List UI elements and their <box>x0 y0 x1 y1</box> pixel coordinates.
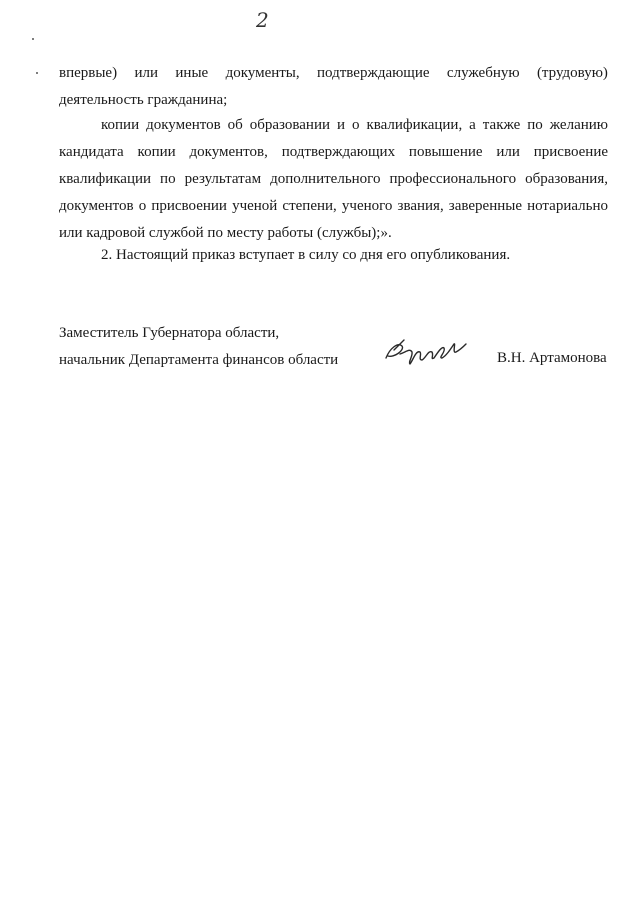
paragraph-education-documents <box>59 112 608 247</box>
paragraph-effective-date <box>59 242 608 269</box>
word: иные <box>175 65 209 81</box>
paragraph-line: кандидата копии документов, подтверждающих повышение или присвоение <box>59 144 608 160</box>
paragraph-line: деятельность гражданина; <box>59 92 228 108</box>
word: впервые) <box>59 65 118 81</box>
word: подтверждающие <box>317 65 430 81</box>
paragraph-line: 2. Настоящий приказ вступает в силу со дня его опубликования. <box>101 247 511 263</box>
handwritten-signature <box>380 332 470 377</box>
paragraph-continuation <box>59 60 608 114</box>
scan-speck <box>32 38 34 40</box>
word: или <box>134 65 159 81</box>
page-number: 2 <box>256 8 269 32</box>
word: (трудовую) <box>536 65 608 81</box>
position-line: Заместитель Губернатора области, <box>59 325 280 341</box>
paragraph-line: документов о присвоении ученой степени, ученого звания, заверенные нотариально <box>59 198 608 214</box>
paragraph-line: или кадровой службой по месту работы (службы);». <box>59 225 392 241</box>
word: служебную <box>446 65 520 81</box>
paragraph-line: копии документов об образовании и о квалификации, а также по желанию <box>101 117 608 133</box>
scan-speck <box>36 72 38 74</box>
position-line: начальник Департамента финансов области <box>59 352 339 368</box>
signatory-name: В.Н. Артамонова <box>497 350 607 366</box>
word: документы, <box>225 65 300 81</box>
paragraph-line <box>59 60 608 87</box>
signatory-position <box>59 320 338 374</box>
paragraph-line: квалификации по результатам дополнительного профессионального образования, <box>59 171 608 187</box>
